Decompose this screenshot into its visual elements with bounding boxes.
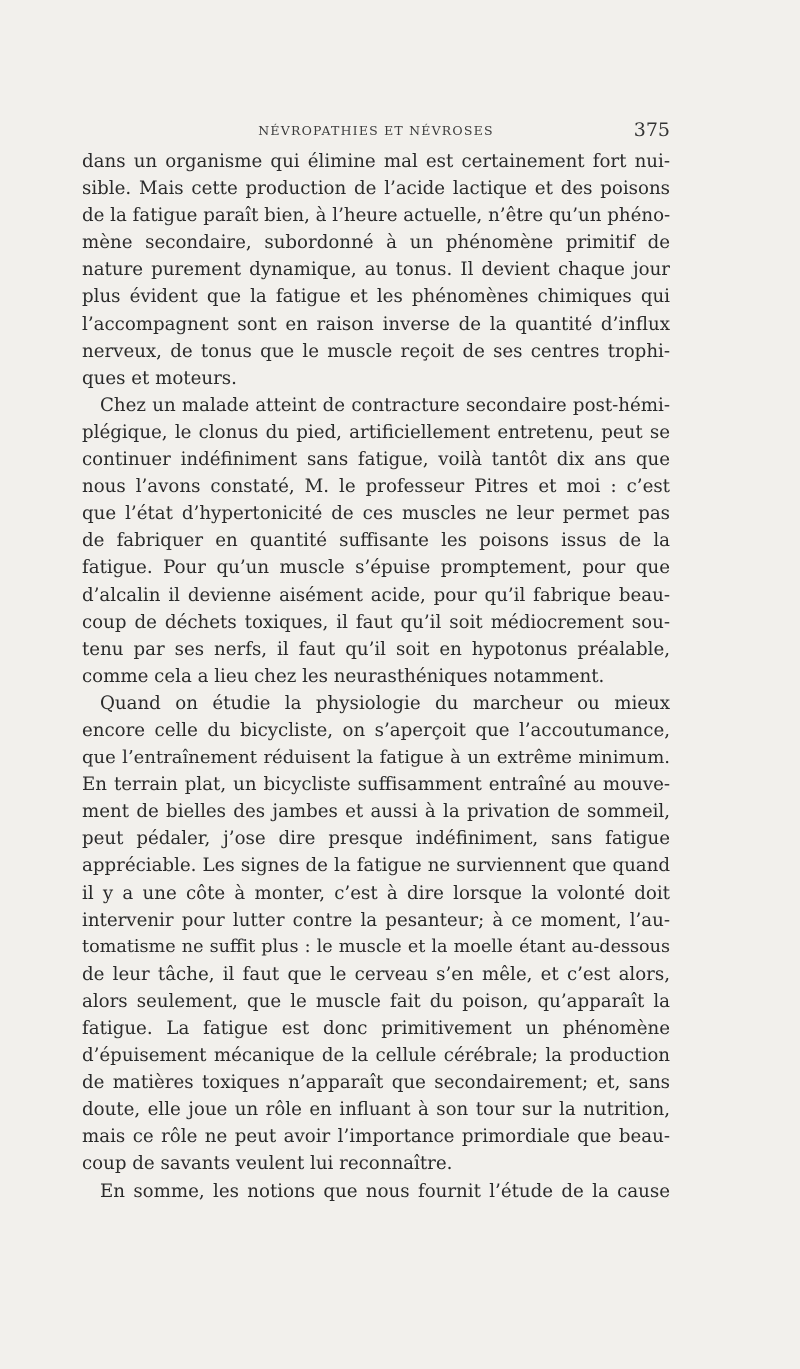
text-line: coup de déchets toxiques, il faut qu’il soit médiocrement sou- (82, 611, 670, 633)
text-line: de fabriquer en quantité suffisante les poisons issus de la (82, 530, 670, 552)
text-line: fatigue. La fatigue est donc primitivement un phénomène (82, 1018, 670, 1039)
text-line: de matières toxiques n’apparaît que secondairement; et, sans (82, 1072, 670, 1094)
text-line: sible. Mais cette production de l’acide lactique et des poisons (82, 178, 670, 200)
text-line: coup de savants veulent lui reconnaître. (82, 1153, 453, 1175)
text-line: nature purement dynamique, au tonus. Il devient chaque jour (82, 259, 670, 281)
text-line: mais ce rôle ne peut avoir l’importance primordiale que beau- (82, 1126, 670, 1148)
text-line: intervenir pour lutter contre la pesanteur; à ce moment, l’au- (82, 909, 670, 931)
body-text (82, 148, 670, 1205)
text-line: dans un organisme qui élimine mal est certainement fort nui- (82, 151, 670, 172)
page-number: 375 (633, 119, 670, 141)
text-line: mène secondaire, subordonné à un phénomène primitif de (82, 232, 670, 254)
text-line: appréciable. Les signes de la fatigue ne surviennent que quand (82, 855, 670, 877)
text-line: d’alcalin il devienne aisément acide, pour qu’il fabrique beau- (82, 584, 670, 606)
text-line: tomatisme ne suffit plus : le muscle et la moelle étant au-dessous (82, 936, 670, 957)
text-line: comme cela a lieu chez les neurasthéniques notamment. (82, 665, 605, 687)
text-line: Quand on étudie la physiologie du marcheur ou mieux (100, 692, 670, 714)
text-line: plégique, le clonus du pied, artificiellement entretenu, peut se (82, 421, 670, 443)
text-line: que l’entraînement réduisent la fatigue à un extrême minimum. (82, 747, 670, 769)
text-line: encore celle du bicycliste, on s’aperçoit que l’accoutumance, (82, 719, 670, 741)
text-line: d’épuisement mécanique de la cellule cérébrale; la production (82, 1045, 670, 1067)
text-line: l’accompagnent sont en raison inverse de la quantité d’influx (82, 313, 670, 335)
text-line: de la fatigue paraît bien, à l’heure actuelle, n’être qu’un phéno- (82, 205, 670, 227)
text-line: fatigue. Pour qu’un muscle s’épuise promptement, pour que (82, 557, 670, 579)
text-line: ment de bielles des jambes et aussi à la privation de sommeil, (82, 801, 670, 823)
running-title: NÉVROPATHIES ET NÉVROSES (258, 123, 494, 138)
text-line: Chez un malade atteint de contracture secondaire post-hémi- (100, 394, 670, 416)
text-line: nerveux, de tonus que le muscle reçoit de ses centres trophi- (82, 340, 670, 362)
text-line: alors seulement, que le muscle fait du poison, qu’apparaît la (82, 990, 670, 1012)
text-line: doute, elle joue un rôle en influant à son tour sur la nutrition, (82, 1099, 670, 1121)
text-line: ques et moteurs. (82, 367, 237, 389)
text-line: nous l’avons constaté, M. le professeur Pitres et moi : c’est (82, 476, 670, 498)
running-head (82, 119, 670, 143)
text-line: de leur tâche, il faut que le cerveau s’en mêle, et c’est alors, (82, 963, 670, 985)
text-line: tenu par ses nerfs, il faut qu’il soit en hypotonus préalable, (82, 638, 670, 660)
text-line: En terrain plat, un bicycliste suffisamment entraîné au mouve- (82, 774, 670, 796)
text-line: En somme, les notions que nous fournit l’étude de la cause (100, 1180, 670, 1202)
text-line: peut pédaler, j’ose dire presque indéfiniment, sans fatigue (82, 828, 670, 850)
text-line: plus évident que la fatigue et les phénomènes chimiques qui (82, 286, 670, 308)
text-line: il y a une côte à monter, c’est à dire lorsque la volonté doit (82, 882, 670, 904)
text-line: continuer indéfiniment sans fatigue, voilà tantôt dix ans que (82, 449, 670, 471)
text-line: que l’état d’hypertonicité de ces muscles ne leur permet pas (82, 503, 670, 525)
